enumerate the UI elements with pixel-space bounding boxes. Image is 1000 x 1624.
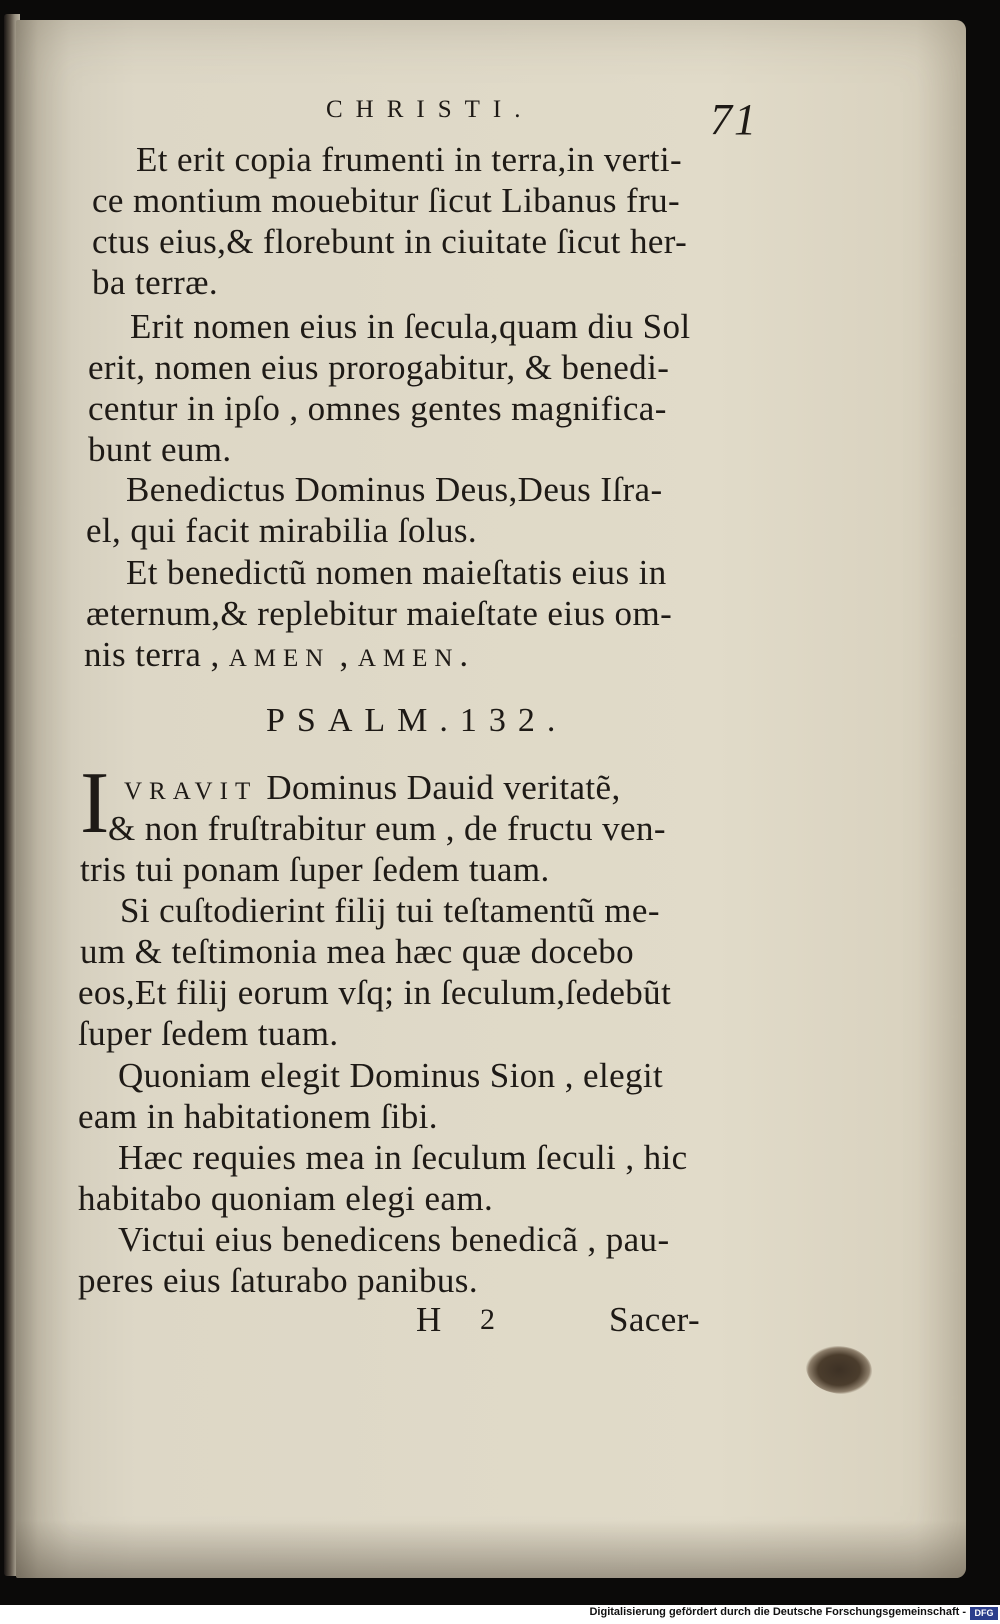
text-line: Erit nomen eius in ſecula,quam diu Sol bbox=[130, 307, 691, 346]
text-line: erit, nomen eius prorogabitur, & benedi- bbox=[88, 348, 670, 387]
text-fragment: Dominus Dauid veritatẽ, bbox=[257, 768, 621, 807]
psalm-heading: PSALM.132. bbox=[266, 702, 568, 739]
text-line: um & teſtimonia mea hæc quæ docebo bbox=[80, 932, 635, 971]
dfg-logo: DFG bbox=[970, 1607, 998, 1620]
page-number: 71 bbox=[710, 95, 758, 144]
text-line: Victui eius benedicens benedicã , pau- bbox=[118, 1220, 670, 1259]
text-fragment: nis terra , bbox=[84, 635, 229, 674]
text-fragment: , bbox=[330, 635, 358, 674]
small-caps-amen: AMEN bbox=[357, 645, 460, 672]
page-text bbox=[78, 0, 778, 1400]
page-shadow bbox=[16, 1520, 966, 1578]
text-line: bunt eum. bbox=[88, 430, 232, 469]
text-line: tris tui ponam ſuper ſedem tuam. bbox=[80, 850, 550, 889]
text-line: habitabo quoniam elegi eam. bbox=[78, 1179, 494, 1218]
text-line: ba terræ. bbox=[92, 263, 219, 302]
text-line: Et erit copia frumenti in terra,in verti- bbox=[136, 140, 683, 179]
text-line: Quoniam elegit Dominus Sion , elegit bbox=[118, 1056, 664, 1095]
text-line: eos,Et filij eorum vſq; in ſeculum,ſedebũt bbox=[78, 973, 672, 1012]
small-caps-amen: AMEN bbox=[228, 645, 331, 672]
drop-cap: I bbox=[80, 755, 110, 852]
text-line: Et benedictũ nomen maieſtatis eius in bbox=[126, 553, 667, 592]
text-line: æternum,& replebitur maieſtate eius om- bbox=[86, 594, 673, 633]
text-line: Hæc requies mea in ſeculum ſeculi , hic bbox=[118, 1138, 688, 1177]
text-line-amen bbox=[84, 635, 469, 679]
text-line: Benedictus Dominus Deus,Deus Iſra- bbox=[126, 470, 663, 509]
digitization-credit: Digitalisierung gefördert durch die Deutsche Forschungsgemeinschaft - bbox=[589, 1606, 966, 1618]
text-line: ce montium mouebitur ſicut Libanus fru- bbox=[92, 181, 681, 220]
text-line: eam in habitationem ſibi. bbox=[78, 1097, 438, 1136]
signature-number: 2 bbox=[480, 1303, 496, 1336]
text-line: Si cuſtodierint filij tui teſtamentũ me- bbox=[120, 891, 660, 930]
text-fragment: . bbox=[459, 635, 469, 674]
text-line: & non fruſtrabitur eum , de fructu ven- bbox=[108, 809, 666, 848]
running-head: CHRISTI. bbox=[326, 96, 534, 123]
signature-mark: H bbox=[416, 1300, 442, 1339]
text-line: ctus eius,& florebunt in ciuitate ſicut her- bbox=[92, 222, 688, 261]
text-line: ſuper ſedem tuam. bbox=[78, 1014, 339, 1053]
small-caps-opening: VRAVIT bbox=[124, 778, 258, 805]
text-line: centur in ipſo , omnes gentes magnifica- bbox=[88, 389, 667, 428]
catchword: Sacer- bbox=[609, 1300, 701, 1339]
text-line: peres eius ſaturabo panibus. bbox=[78, 1261, 478, 1300]
text-line-first bbox=[124, 768, 621, 812]
text-line: el, qui facit mirabilia ſolus. bbox=[86, 511, 478, 550]
